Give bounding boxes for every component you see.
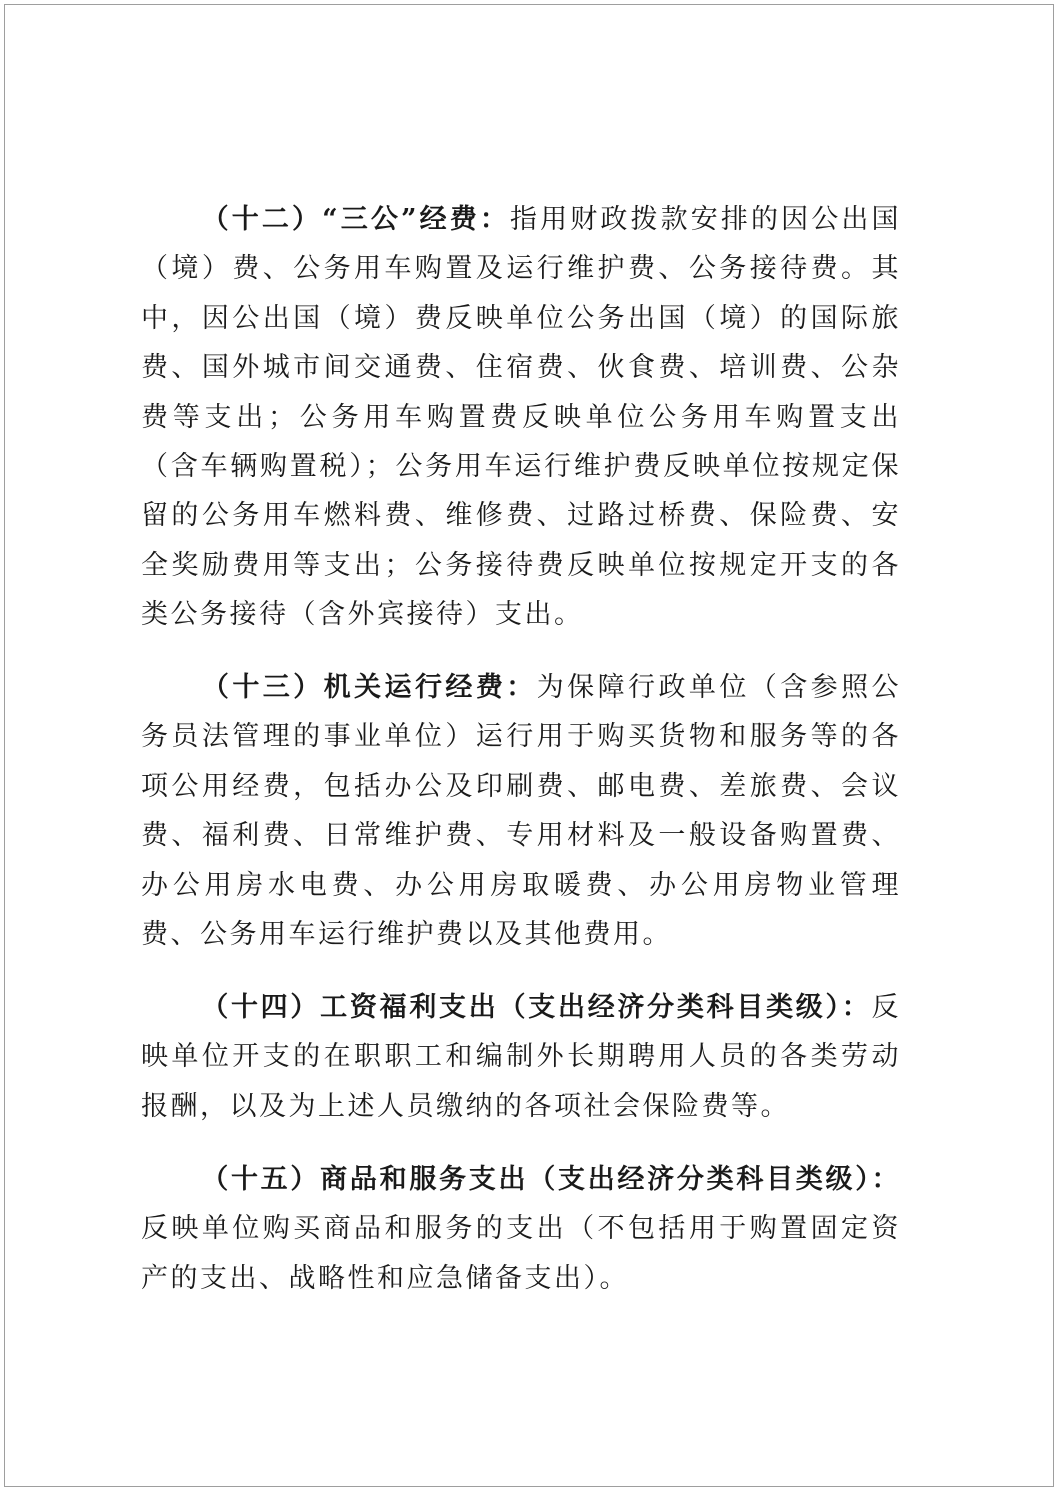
- paragraph-wage-welfare-expenditure: [141, 983, 901, 1131]
- paragraph-agency-operating-expenses: [141, 663, 901, 959]
- paragraph-body: 反映单位购买商品和服务的支出（不包括用于购置固定资产的支出、战略性和应急储备支出）。: [141, 1213, 901, 1294]
- paragraph-heading: （十三）机关运行经费：: [201, 672, 537, 703]
- paragraph-heading: （十二）“三公”经费：: [201, 204, 511, 235]
- paragraph-body: 指用财政拨款安排的因公出国（境）费、公务用车购置及运行维护费、公务接待费。其中，因公出国（境）费反映单位公务出国（境）的国际旅费、国外城市间交通费、住宿费、伙食费、培训费、公杂费等支出；公务用车购置费反映单位公务用车购置支出（含车辆购置税）；公务用车运行维护费反映单位按规定保留的公务用车燃料费、维修费、过路过桥费、保险费、安全奖励费用等支出；公务接待费反映单位按规定开支的各类公务接待（含外宾接待）支出。: [141, 204, 901, 631]
- paragraph-body: 反映单位开支的在职职工和编制外长期聘用人员的各类劳动报酬，以及为上述人员缴纳的各项社会保险费等。: [141, 992, 901, 1122]
- paragraph-heading: （十四）工资福利支出（支出经济分类科目类级）：: [201, 992, 872, 1023]
- paragraph-heading: （十五）商品和服务支出（支出经济分类科目类级）：: [201, 1164, 901, 1195]
- paragraph-san-gong-expenses: [141, 195, 901, 640]
- paragraph-body: 为保障行政单位（含参照公务员法管理的事业单位）运行用于购买货物和服务等的各项公用经费，包括办公及印刷费、邮电费、差旅费、会议费、福利费、日常维护费、专用材料及一般设备购置费、办公用房水电费、办公用房取暖费、办公用房物业管理费、公务用车运行维护费以及其他费用。: [141, 672, 902, 951]
- paragraph-goods-services-expenditure: [141, 1155, 901, 1303]
